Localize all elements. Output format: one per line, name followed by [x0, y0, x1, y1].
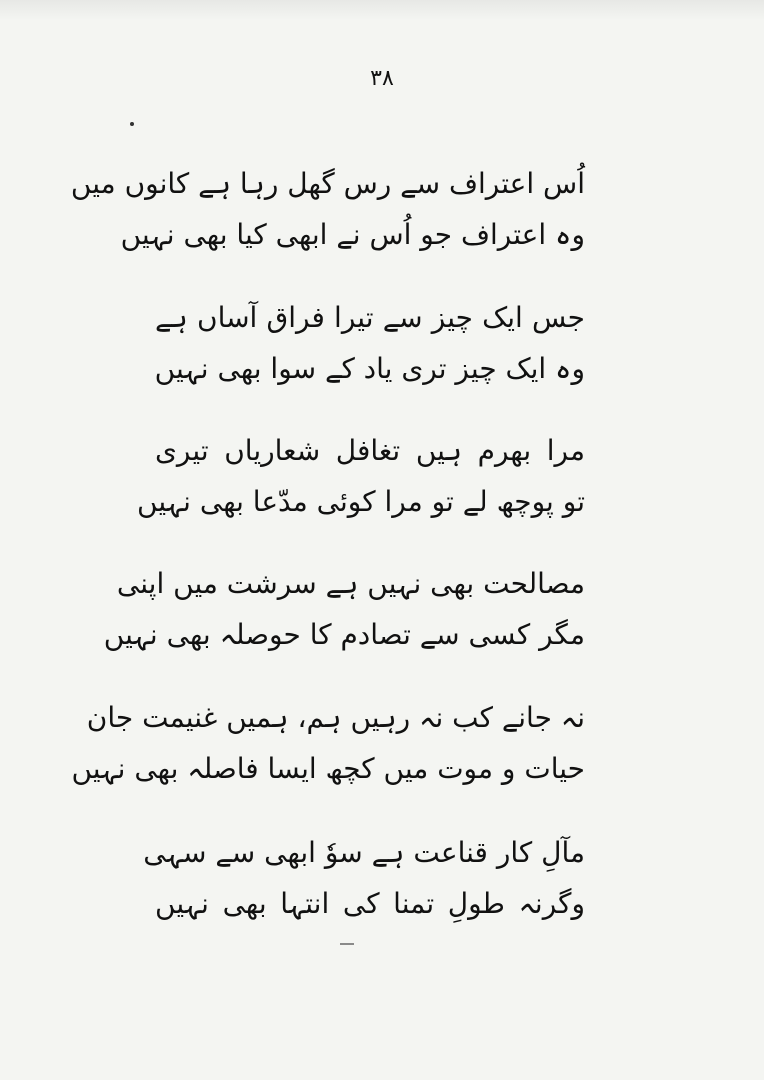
verse-line: نہ جانے کب نہ رہیں ہم، ہمیں غنیمت جان — [86, 701, 585, 734]
verse-line: تو پوچھ لے تو مرا کوئی مدّعا بھی نہیں — [137, 485, 585, 518]
page-number: ۳۸ — [370, 66, 394, 91]
verse-line: اُس اعتراف سے رس گھل رہا ہے کانوں میں — [70, 167, 585, 200]
verse-line: مرا بھرم ہیں تغافل شعاریاں تیری — [155, 434, 585, 467]
stanza-2 — [155, 292, 585, 394]
verse-line: حیات و موت میں کچھ ایسا فاصلہ بھی نہیں — [71, 752, 585, 785]
page-end-dash — [340, 943, 354, 945]
verse-line: وہ اعتراف جو اُس نے ابھی کیا بھی نہیں — [120, 218, 585, 251]
ink-speck — [130, 122, 134, 126]
stanza-5 — [71, 692, 585, 794]
stanza-4 — [103, 558, 585, 660]
verse-line: مصالحت بھی نہیں ہے سرشت میں اپنی — [116, 567, 585, 600]
verse-line: مآلِ کار قناعت ہے سوٗ ابھی سے سہی — [143, 836, 585, 869]
stanza-6 — [143, 827, 585, 929]
verse-line: وگرنہ طولِ تمنا کی انتہا بھی نہیں — [155, 887, 585, 920]
verse-line: وہ ایک چیز تری یاد کے سوا بھی نہیں — [154, 352, 585, 385]
verse-line: جس ایک چیز سے تیرا فراق آساں ہے — [155, 301, 585, 334]
stanza-1 — [70, 158, 585, 260]
verse-line: مگر کسی سے تصادم کا حوصلہ بھی نہیں — [103, 618, 585, 651]
scan-top-edge — [0, 0, 764, 20]
stanza-3 — [137, 425, 585, 527]
